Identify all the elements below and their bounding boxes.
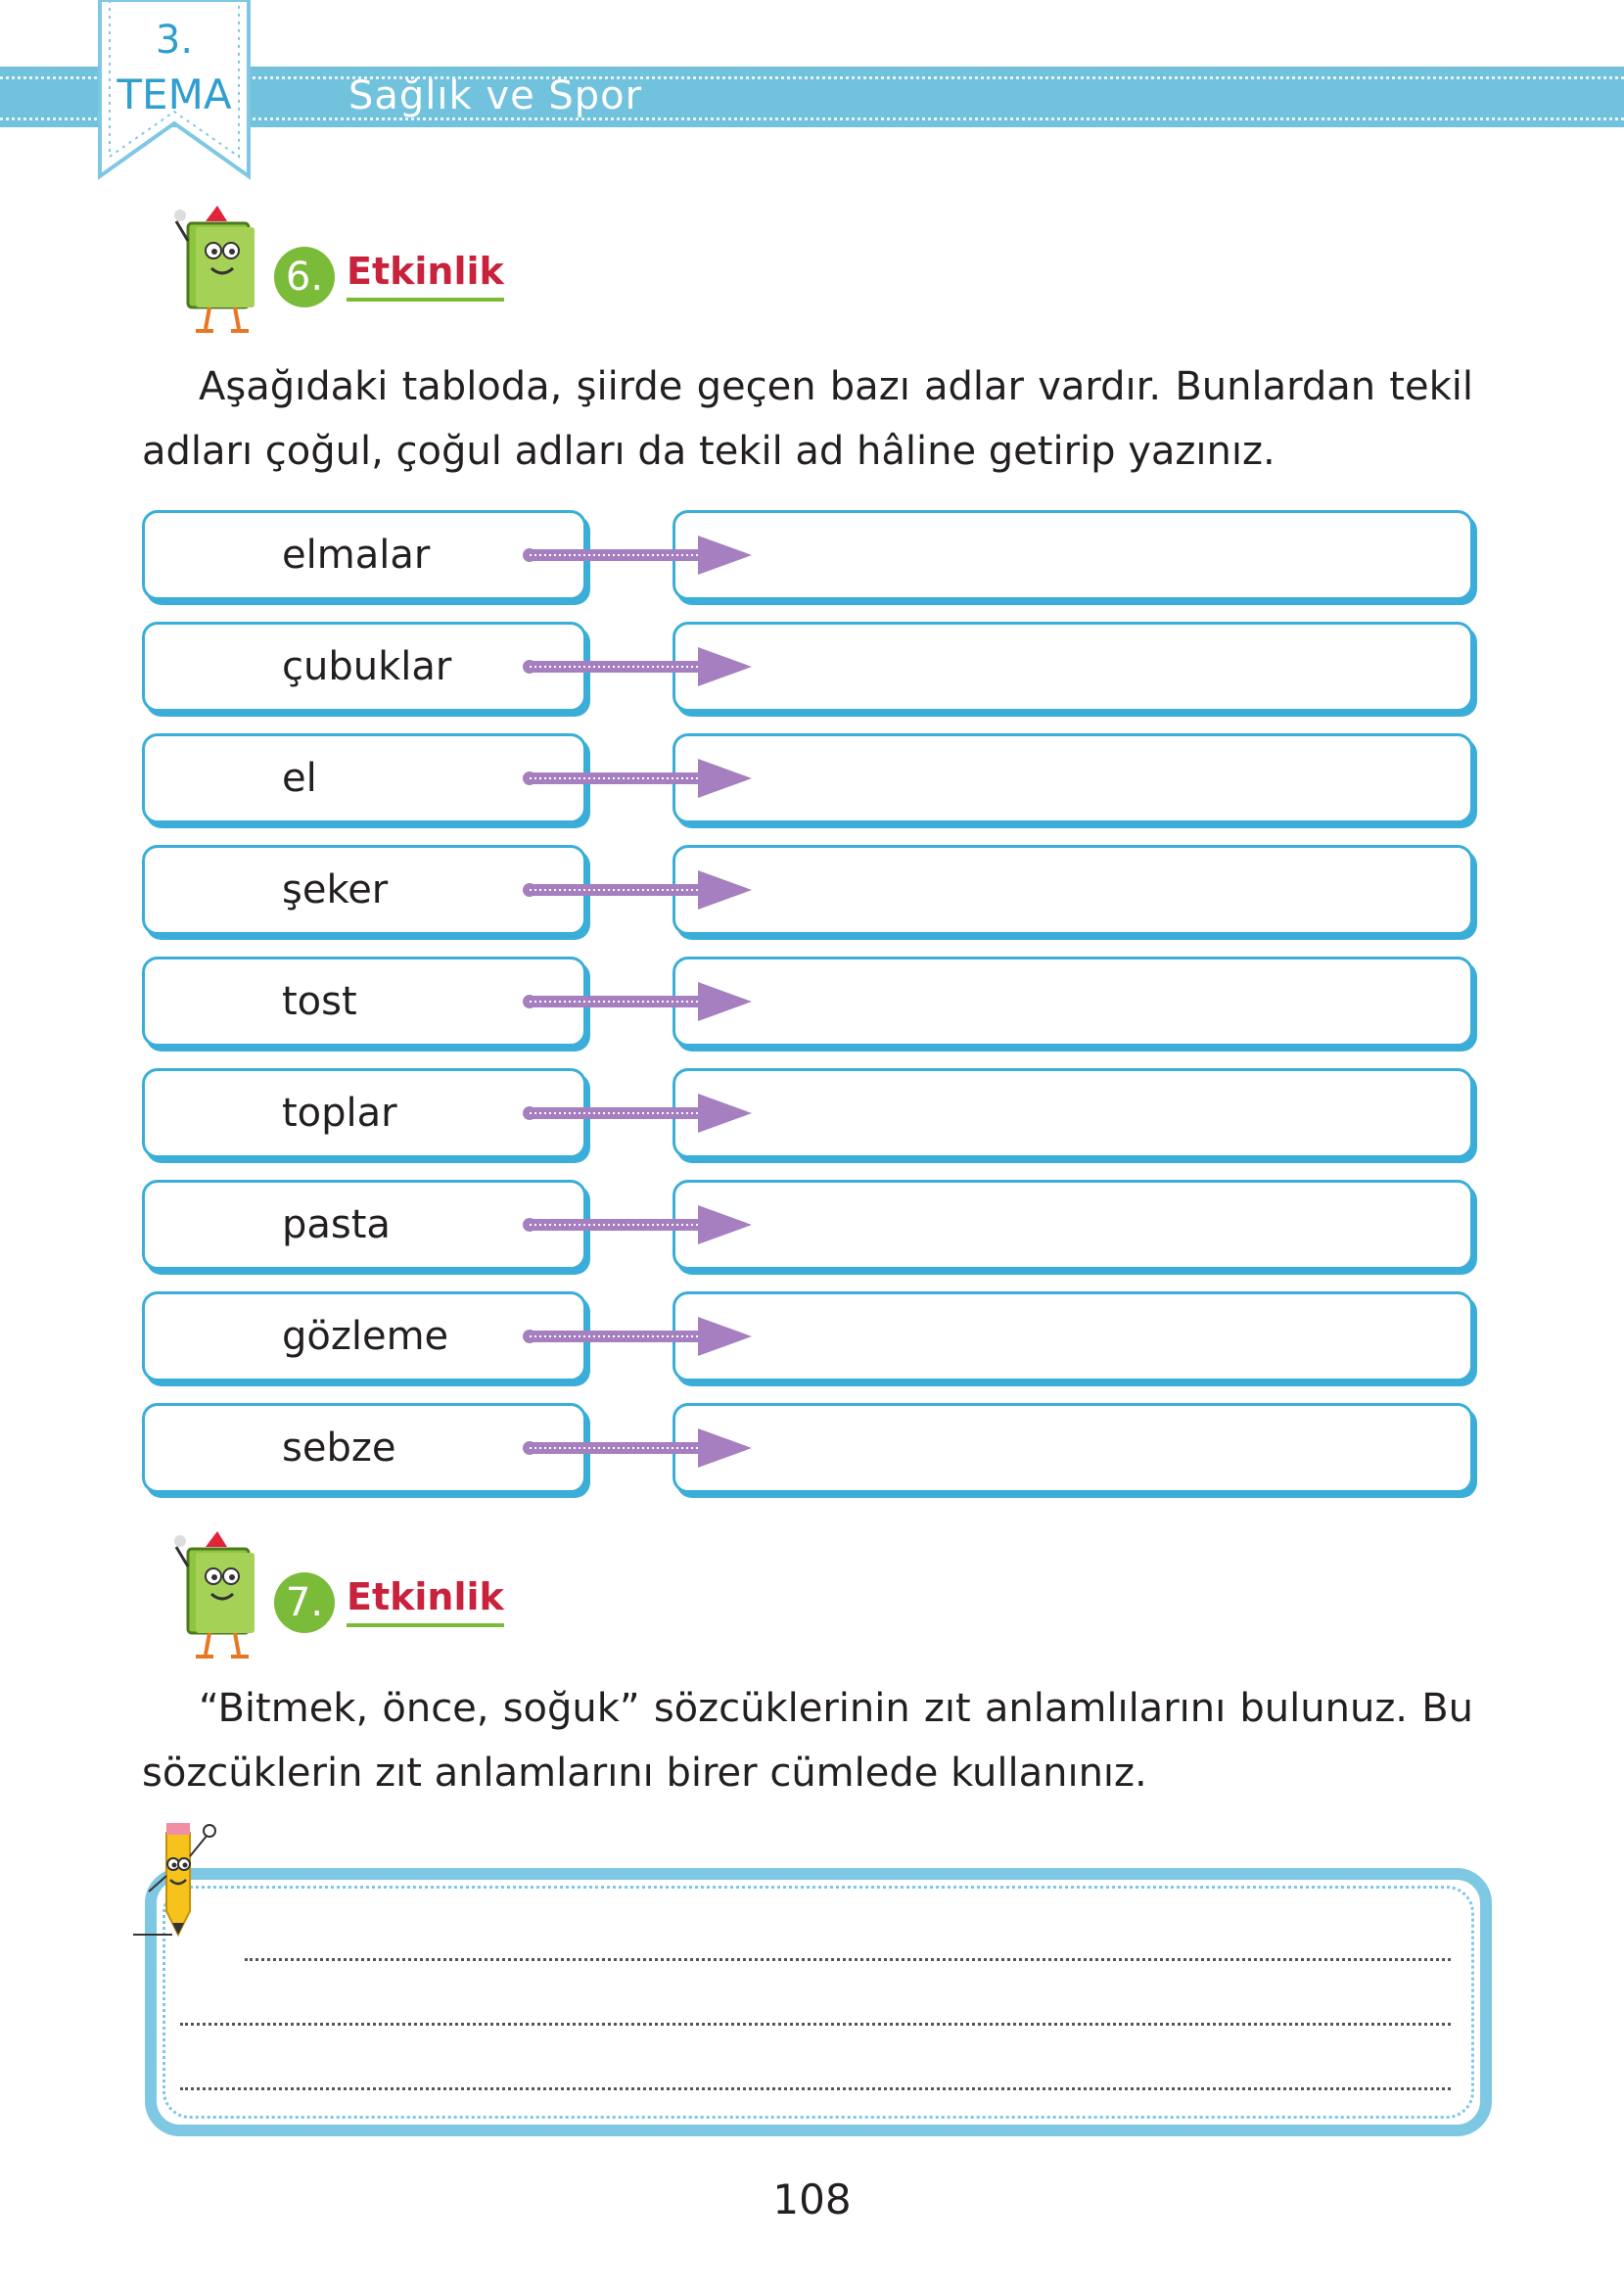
word-table [142,506,1475,1511]
answer-box[interactable] [673,845,1473,935]
book-mascot-icon [166,1527,284,1664]
word-text: el [282,756,317,801]
activity-7-label: Etkinlik [347,1574,504,1627]
word-text: tost [282,979,357,1024]
word-row [142,1064,1475,1176]
book-mascot-icon [166,202,284,339]
arrow-right-icon [522,866,766,913]
word-row [142,618,1475,729]
activity-6-instruction: Aşağıdaki tabloda, şiirde geçen bazı adlar vardır. Bunlardan tekil adları çoğul, çoğul adları da tekil ad hâline getirip yazınız. [142,364,1473,474]
word-row [142,1287,1475,1399]
arrow-right-icon [522,1425,766,1472]
word-row [142,1399,1475,1511]
word-row [142,729,1475,841]
answer-box[interactable] [673,733,1473,823]
theme-number: 3. [155,18,194,63]
word-box [142,957,586,1047]
word-box [142,1068,586,1158]
writing-area-inner-border [162,1886,1474,2119]
answer-box[interactable] [673,510,1473,600]
writing-area [145,1868,1492,2136]
word-text: elmalar [282,533,431,578]
arrow-right-icon [522,755,766,802]
writing-line-2[interactable] [180,2023,1451,2026]
answer-box[interactable] [673,1291,1473,1381]
word-text: gözleme [282,1314,449,1359]
word-row [142,841,1475,953]
activity-6-number: 6. [274,247,335,307]
word-row [142,1176,1475,1287]
pencil-mascot-icon [127,1813,225,1960]
theme-title: Sağlık ve Spor [348,73,643,118]
word-box [142,510,586,600]
arrow-right-icon [522,978,766,1025]
answer-box[interactable] [673,957,1473,1047]
word-box [142,1403,586,1493]
word-box [142,1180,586,1270]
arrow-right-icon [522,643,766,690]
activity-7-instruction: “Bitmek, önce, soğuk” sözcüklerinin zıt anlamlılarını bulunuz. Bu sözcüklerin zıt anlamlarını birer cümlede kullanınız. [142,1686,1473,1796]
word-box [142,622,586,712]
answer-box[interactable] [673,1068,1473,1158]
word-text: çubuklar [282,644,452,689]
answer-box[interactable] [673,1180,1473,1270]
word-row [142,506,1475,618]
activity-6-heading [166,202,519,339]
activity-7-number: 7. [274,1572,335,1633]
word-text: şeker [282,867,389,912]
arrow-right-icon [522,1313,766,1360]
activity-6-label: Etkinlik [347,249,504,302]
word-text: sebze [282,1426,396,1471]
writing-line-3[interactable] [180,2087,1451,2090]
word-text: toplar [282,1091,397,1136]
page-number: 108 [772,2175,852,2223]
word-box [142,845,586,935]
word-text: pasta [282,1202,391,1247]
arrow-right-icon [522,1201,766,1248]
word-row [142,953,1475,1064]
answer-box[interactable] [673,622,1473,712]
word-box [142,1291,586,1381]
activity-7-heading [166,1527,519,1664]
writing-line-1[interactable] [245,1958,1451,1961]
answer-box[interactable] [673,1403,1473,1493]
arrow-right-icon [522,1090,766,1137]
word-box [142,733,586,823]
theme-word: TEMA [116,70,232,118]
arrow-right-icon [522,532,766,579]
